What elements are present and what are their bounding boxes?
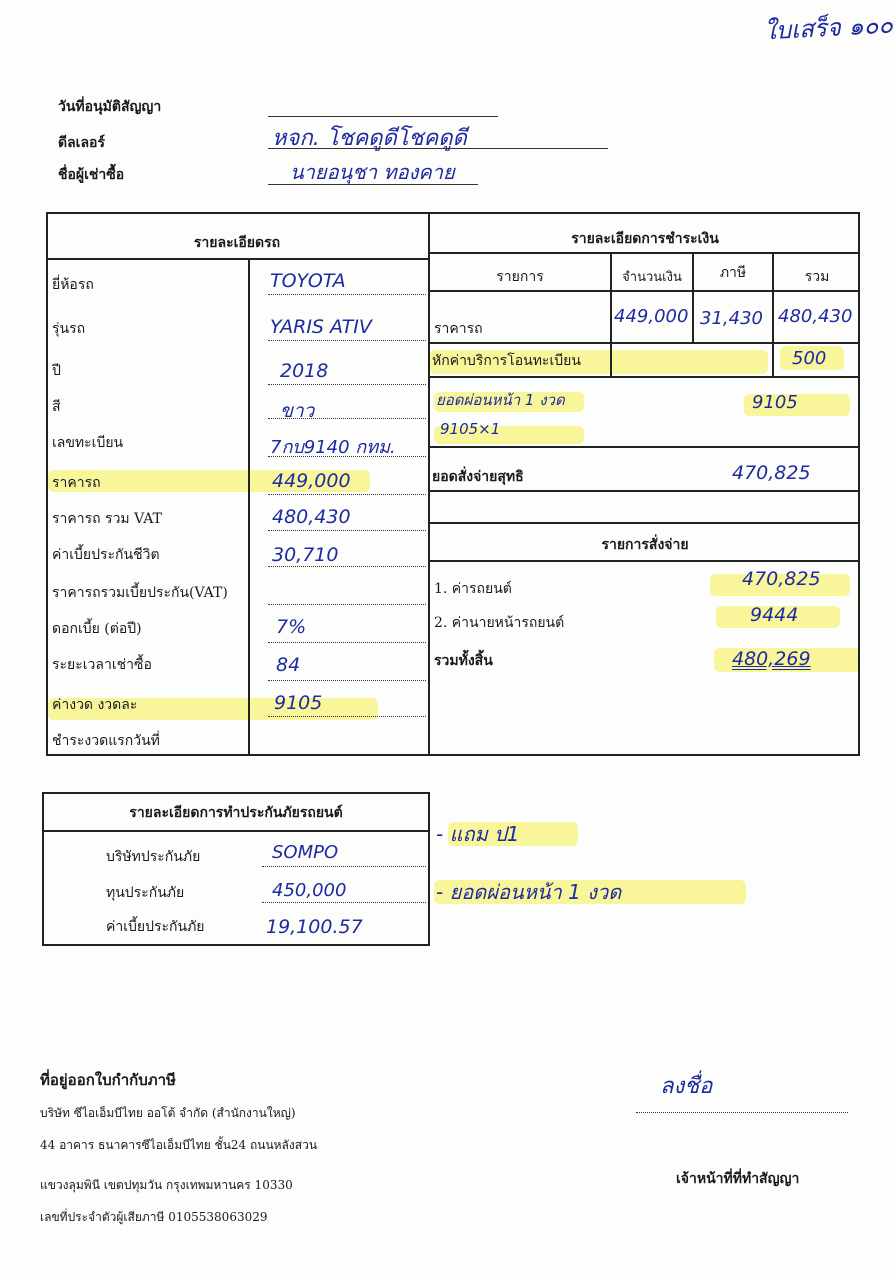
insurance-note2: - ยอดผ่อนหน้า 1 งวด	[436, 880, 622, 904]
price-vat-line	[268, 530, 426, 531]
pay-list-title: รายการสั่งจ่าย	[601, 537, 689, 553]
interest-label: ดอกเบี้ย (ต่อปี)	[52, 621, 142, 637]
pay-blank-line	[428, 522, 860, 524]
pay-header-amount: จำนวนเงิน	[622, 270, 682, 285]
car-year-label: ปี	[52, 363, 61, 379]
pay-note-line	[428, 446, 860, 448]
car-brand-value: TOYOTA	[270, 270, 346, 292]
car-title-line	[46, 258, 430, 260]
tax-address-line3: แขวงลุมพินี เขตปทุมวัน กรุงเทพมหานคร 10330	[40, 1178, 293, 1192]
car-model-value: YARIS ATIV	[270, 316, 372, 338]
insurance-title-line	[42, 830, 430, 832]
car-col-divider	[248, 258, 250, 756]
term-value: 84	[276, 654, 301, 676]
pay-price-label: ราคารถ	[434, 321, 483, 337]
sum-insured-value: 450,000	[272, 880, 347, 901]
lessee-label: ชื่อผู้เช่าซื้อ	[58, 167, 125, 183]
approval-date-label: วันที่อนุมัติสัญญา	[58, 99, 162, 115]
pay-net-line	[428, 490, 860, 492]
pay-list-title-line	[428, 560, 860, 562]
pay-fee-value: 500	[792, 348, 827, 369]
price-with-insurance-label: ราคารถรวมเบี้ยประกัน(VAT)	[52, 585, 228, 601]
car-price-value: 449,000	[272, 470, 351, 492]
installment-label: ค่างวด งวดละ	[52, 697, 138, 713]
tax-address-line1: บริษัท ซีไอเอ็มบีไทย ออโต้ จำกัด (สำนักงานใหญ่)	[40, 1106, 296, 1120]
car-price-label: ราคารถ	[52, 475, 101, 491]
pay-note1: ยอดผ่อนหน้า 1 งวด	[436, 391, 565, 409]
top-handwritten-note: ใบเสร็จ ๑๐๐	[763, 10, 894, 46]
premium-value: 19,100.57	[266, 916, 363, 938]
pay-note2: 9105×1	[440, 420, 501, 438]
model-line	[268, 340, 426, 341]
car-brand-label: ยี่ห้อรถ	[52, 277, 94, 293]
pay-list-item2-value: 9444	[750, 604, 799, 626]
pay-section-title: รายละเอียดการชำระเงิน	[571, 231, 719, 247]
pay-price-tax: 31,430	[700, 308, 763, 329]
insurer-value: SOMPO	[272, 842, 339, 863]
dealer-label: ดีลเลอร์	[58, 135, 105, 151]
car-plate-label: เลขทะเบียน	[52, 435, 124, 451]
pay-price-line	[428, 342, 860, 344]
pay-price-total: 480,430	[778, 306, 853, 327]
pay-note-value: 9105	[752, 392, 798, 413]
car-price-vat-value: 480,430	[272, 506, 351, 528]
dealer-line	[268, 148, 608, 149]
term-label: ระยะเวลาเช่าซื้อ	[52, 657, 152, 673]
pay-net-value: 470,825	[732, 462, 811, 484]
signature-line	[636, 1112, 848, 1113]
life-insurance-value: 30,710	[272, 544, 339, 566]
pay-header-total: รวม	[804, 269, 830, 285]
pay-list-item1-value: 470,825	[742, 568, 821, 590]
insurance-note1: - แถม ป1	[436, 822, 520, 846]
brand-line	[268, 294, 426, 295]
insurer-line	[262, 866, 426, 867]
lessee-line	[268, 184, 478, 185]
tax-address-title: ที่อยู่ออกใบกำกับภาษี	[40, 1071, 176, 1089]
car-model-label: รุ่นรถ	[52, 321, 86, 337]
pay-price-amount: 449,000	[614, 306, 689, 327]
pay-list-item2-label: 2. ค่านายหน้ารถยนต์	[434, 615, 565, 631]
officer-label: เจ้าหน้าที่ที่ทำสัญญา	[676, 1171, 800, 1187]
pay-header-item: รายการ	[496, 269, 544, 285]
life-ins-line	[268, 566, 426, 567]
tax-address-line2: 44 อาคาร ธนาคารซีไอเอ็มบีไทย ชั้น24 ถนนหลังสวน	[40, 1138, 318, 1152]
car-color-value: ขาว	[280, 400, 315, 422]
insurance-title: รายละเอียดการทำประกันภัยรถยนต์	[129, 805, 343, 821]
sum-insured-label: ทุนประกันภัย	[106, 885, 185, 901]
car-color-label: สี	[52, 399, 61, 415]
interest-line	[268, 642, 426, 643]
pay-net-label: ยอดสั่งจ่ายสุทธิ	[432, 469, 524, 485]
signature: ลงชื่อ	[660, 1074, 713, 1099]
pay-list-total-value: 480,269	[732, 648, 811, 670]
term-line	[268, 680, 426, 681]
tax-id: เลขที่ประจำตัวผู้เสียภาษี 0105538063029	[40, 1210, 268, 1224]
premium-label: ค่าเบี้ยประกันภัย	[106, 919, 205, 935]
price-line	[268, 494, 426, 495]
pay-header-line	[428, 290, 860, 292]
price-ins-line	[268, 604, 426, 605]
sum-insured-line	[262, 902, 426, 903]
installment-line	[268, 716, 426, 717]
lessee-value: นายอนุชา ทองคาย	[290, 160, 455, 184]
dealer-value: หจก. โชคดูดีโชคดูดี	[272, 126, 467, 151]
interest-value: 7%	[276, 616, 307, 638]
pay-fee-line	[428, 376, 860, 378]
pay-list-total-label: รวมทั้งสิ้น	[434, 653, 493, 669]
car-plate-value: 7กบ9140 กทม.	[270, 437, 396, 458]
car-section-title: รายละเอียดรถ	[193, 235, 281, 251]
year-line	[268, 384, 426, 385]
car-year-value: 2018	[280, 360, 329, 382]
installment-value: 9105	[274, 692, 323, 714]
first-payment-label: ชำระงวดแรกวันที่	[52, 733, 160, 749]
approval-date-line	[268, 116, 498, 117]
pay-fee-label: หักค่าบริการโอนทะเบียน	[432, 353, 581, 369]
main-divider	[428, 212, 430, 756]
car-price-vat-label: ราคารถ รวม VAT	[52, 511, 162, 527]
pay-list-item1-label: 1. ค่ารถยนต์	[434, 581, 512, 597]
life-insurance-label: ค่าเบี้ยประกันชีวิต	[52, 547, 160, 563]
insurer-label: บริษัทประกันภัย	[106, 849, 201, 865]
pay-header-tax: ภาษี	[719, 265, 747, 281]
pay-title-line	[428, 252, 860, 254]
